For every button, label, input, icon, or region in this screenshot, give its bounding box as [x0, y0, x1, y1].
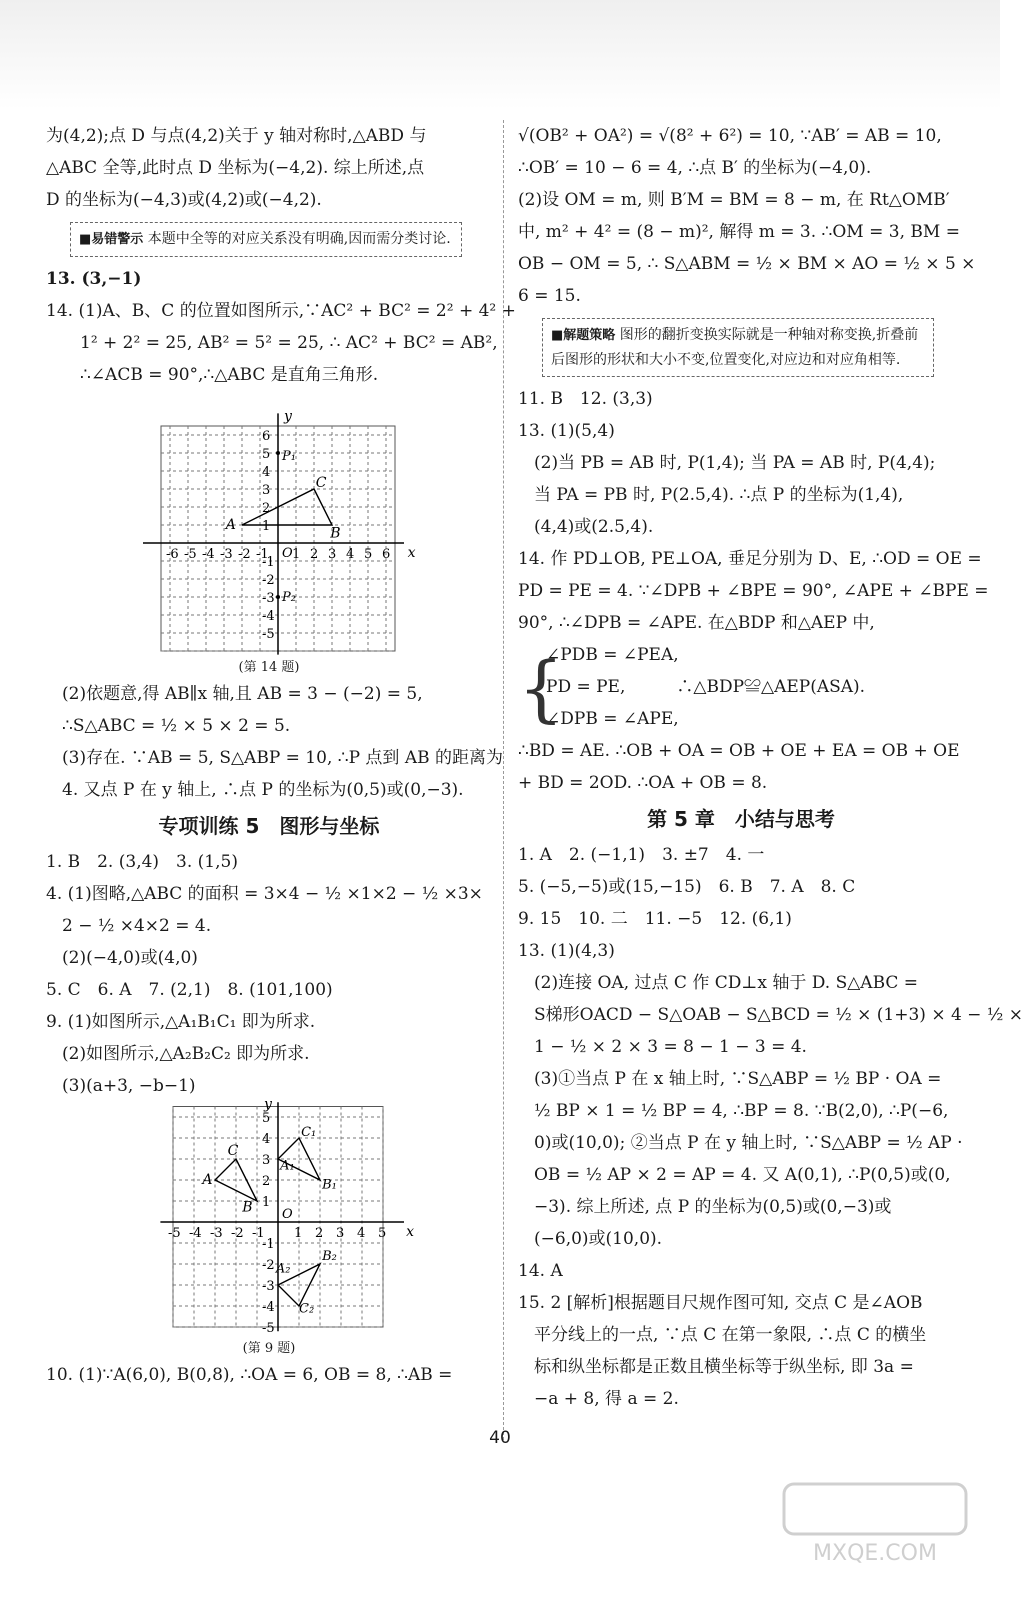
y-tick-label: 3 — [262, 1153, 271, 1168]
text-line: 1 − ½ × 2 × 3 = 8 − 1 − 3 = 4. — [534, 1037, 807, 1057]
point-label: C₁ — [301, 1124, 317, 1140]
text-line: △ABC 全等,此时点 D 坐标为(−4,2). 综上所述,点 — [46, 158, 425, 178]
y-tick-label: 2 — [262, 1174, 271, 1189]
text-line: 5. (−5,−5)或(15,−15) 6. B 7. A 8. C — [518, 877, 856, 897]
text-line: 11. B 12. (3,3) — [518, 389, 653, 409]
x-tick-label: 1 — [292, 547, 301, 562]
x-tick-label: -4 — [189, 1226, 202, 1241]
text-line: 6 = 15. — [518, 286, 581, 306]
point-label: A — [225, 517, 236, 533]
y-tick-label: -4 — [262, 1300, 275, 1315]
condition-line: ∠DPB = ∠APE, — [546, 709, 679, 729]
text-line: (2)依题意,得 AB∥x 轴,且 AB = 3 − (−2) = 5, — [62, 684, 423, 704]
y-tick-label: 5 — [262, 1111, 271, 1126]
x-tick-label: 1 — [294, 1226, 303, 1241]
x-tick-label: -2 — [238, 547, 251, 562]
text-line: PD = PE = 4. ∵∠DPB + ∠BPE = 90°, ∠APE + ∠BPE = — [518, 581, 989, 601]
watermark-logo — [780, 1480, 970, 1570]
page-number: 40 — [489, 1428, 511, 1448]
text-line: (2)连接 OA, 过点 C 作 CD⊥x 轴于 D. S△ABC = — [534, 973, 919, 993]
text-line: (3)存在. ∵AB = 5, S△ABP = 10, ∴P 点到 AB 的距离为 — [62, 748, 503, 768]
figure-9 — [46, 1096, 492, 1359]
text-line: ½ BP × 1 = ½ BP = 4, ∴BP = 8. ∵B(2,0), ∴P(−6, — [534, 1101, 949, 1121]
text-line: 4. 又点 P 在 y 轴上, ∴点 P 的坐标为(0,5)或(0,−3). — [62, 780, 464, 800]
y-tick-label: 1 — [262, 519, 271, 534]
text-line: (3)(a+3, −b−1) — [62, 1076, 196, 1096]
right-column — [518, 120, 1023, 1415]
answer-14-line: 1² + 2² = 25, AB² = 5² = 25, ∴ AC² + BC² = AB², — [80, 333, 498, 353]
section-title: 专项训练 5 图形与坐标 — [158, 814, 380, 838]
strategy-box — [542, 318, 934, 377]
x-tick-label: -3 — [220, 547, 233, 562]
answer-14-line: 14. (1)A、B、C 的位置如图所示,∵AC² + BC² = 2² + 4² + — [46, 301, 516, 321]
text-line: 1. A 2. (−1,1) 3. ±7 4. 一 — [518, 845, 765, 865]
text-line: 9. 15 10. 二 11. −5 12. (6,1) — [518, 909, 792, 929]
text-line: (4,4)或(2.5,4). — [534, 517, 654, 537]
y-tick-label: -4 — [262, 609, 275, 624]
y-tick-label: 1 — [262, 1195, 271, 1210]
text-line: √(OB² + OA²) = √(8² + 6²) = 10, ∵AB′ = AB = 10, — [518, 126, 942, 146]
point-label: A₂ — [275, 1261, 291, 1277]
y-tick-label: 3 — [262, 483, 271, 498]
y-tick-label: 4 — [262, 1132, 271, 1147]
text-line: 15. 2 [解析]根据题目尺规作图可知, 交点 C 是∠AOB — [518, 1293, 923, 1313]
condition-line: ∠PDB = ∠PEA, — [546, 645, 679, 665]
x-tick-label: -1 — [252, 1226, 265, 1241]
x-tick-label: 3 — [328, 547, 337, 562]
text-line: 14. 作 PD⊥OB, PE⊥OA, 垂足分别为 D、E, ∴OD = OE = — [518, 549, 982, 569]
text-line: D 的坐标为(−4,3)或(4,2)或(−4,2). — [46, 190, 322, 210]
y-tick-label: 5 — [262, 447, 271, 462]
x-tick-label: 5 — [364, 547, 373, 562]
y-tick-label: 2 — [262, 501, 271, 516]
point-label: C₂ — [299, 1301, 315, 1317]
point-label: P₁ — [282, 449, 296, 465]
answer-10: 10. (1)∵A(6,0), B(0,8), ∴OA = 6, OB = 8, ∴AB = — [46, 1365, 453, 1385]
text-line: −3). 综上所述, 点 P 的坐标为(0,5)或(0,−3)或 — [534, 1197, 892, 1217]
point-label: C — [227, 1142, 239, 1159]
x-tick-label: 4 — [357, 1226, 366, 1241]
tip-tag: ■解题策略 — [551, 328, 616, 343]
x-tick-label: -1 — [256, 547, 269, 562]
origin-label: O — [282, 546, 293, 561]
x-tick-label: -5 — [168, 1226, 181, 1241]
x-tick-label: 4 — [346, 547, 355, 562]
y-tick-label: 6 — [262, 429, 271, 444]
y-tick-label: -2 — [262, 573, 275, 588]
point-p1 — [276, 451, 280, 455]
y-tick-label: -1 — [262, 555, 275, 570]
text-line: 9. (1)如图所示,△A₁B₁C₁ 即为所求. — [46, 1012, 316, 1032]
text-line: 0)或(10,0); ②当点 P 在 y 轴上时, ∵S△ABP = ½ AP · — [534, 1133, 963, 1153]
y-tick-label: -3 — [262, 1279, 275, 1294]
figure-caption: (第 14 题) — [238, 660, 300, 675]
figure-caption: (第 9 题) — [242, 1341, 296, 1356]
y-tick-label: -2 — [262, 1258, 275, 1273]
text-line: 1. B 2. (3,4) 3. (1,5) — [46, 852, 238, 872]
origin-label: O — [282, 1207, 293, 1222]
point-label: B₂ — [322, 1248, 337, 1264]
text-line: (2)(−4,0)或(4,0) — [62, 948, 198, 968]
page-top-shadow — [0, 0, 1000, 110]
text-line: ∴S△ABC = ½ × 5 × 2 = 5. — [62, 716, 291, 736]
point-label: B₁ — [322, 1177, 337, 1193]
answer-14-line: ∴∠ACB = 90°,∴△ABC 是直角三角形. — [80, 365, 379, 385]
point-label: A₁ — [280, 1158, 295, 1174]
x-tick-label: -5 — [184, 547, 197, 562]
text-line: 为(4,2);点 D 与点(4,2)关于 y 轴对称时,△ABD 与 — [46, 126, 427, 146]
answer-13: 13. (3,−1) — [46, 269, 142, 289]
text-line: (2)设 OM = m, 则 B′M = BM = 8 − m, 在 Rt△OMB′ — [518, 190, 950, 210]
tip-tag: ■易错警示 — [79, 232, 144, 247]
x-tick-label: -4 — [202, 547, 215, 562]
point-label: C — [315, 475, 327, 492]
x-tick-label: 5 — [378, 1226, 387, 1241]
figure-14 — [46, 395, 492, 678]
text-line: 14. A — [518, 1261, 563, 1281]
y-tick-label: -1 — [262, 1237, 275, 1252]
text-line: 13. (1)(5,4) — [518, 421, 615, 441]
chapter-title: 第 5 章 小结与思考 — [647, 807, 835, 831]
proof-system — [518, 639, 964, 735]
point-label: B — [330, 525, 341, 542]
left-brace: { — [518, 646, 564, 730]
x-tick-label: -3 — [210, 1226, 223, 1241]
text-line: + BD = 2OD. ∴OA + OB = 8. — [518, 773, 768, 793]
text-line: OB = ½ AP × 2 = AP = 4. 又 A(0,1), ∴P(0,5)或(0, — [534, 1165, 951, 1185]
x-tick-label: 2 — [315, 1226, 324, 1241]
text-line: 平分线上的一点, ∵点 C 在第一象限, ∴点 C 的横坐 — [534, 1325, 927, 1345]
left-column — [46, 120, 516, 1391]
tip-text: 本题中全等的对应关系没有明确,因而需分类讨论. — [147, 231, 451, 247]
error-warning-box — [70, 222, 462, 257]
y-tick-label: 4 — [262, 465, 271, 480]
text-line: −a + 8, 得 a = 2. — [534, 1389, 679, 1409]
text-line: (3)①当点 P 在 x 轴上时, ∵S△ABP = ½ BP · OA = — [534, 1069, 942, 1089]
x-tick-label: 3 — [336, 1226, 345, 1241]
svg-text:MXQE.COM: MXQE.COM — [813, 1541, 937, 1566]
text-line: ∴BD = AE. ∴OB + OA = OB + OE + EA = OB + OE — [518, 741, 960, 761]
y-axis-label: y — [284, 408, 292, 425]
text-line: ∴OB′ = 10 − 6 = 4, ∴点 B′ 的坐标为(−4,0). — [518, 158, 872, 178]
text-line: 标和纵坐标都是正数且横坐标等于纵坐标, 即 3a = — [534, 1357, 914, 1377]
condition-line: PD = PE, ∴△BDP≌△AEP(ASA). — [546, 677, 866, 697]
text-line: OB − OM = 5, ∴ S△ABM = ½ × BM × AO = ½ × 5 × — [518, 254, 976, 274]
x-tick-label: -6 — [166, 547, 179, 562]
tip-text: 图形的翻折变换实际就是一种轴对称变换,折叠前后图形的形状和大小不变,位置变化,对应边和对应角相等. — [551, 327, 919, 368]
text-line: 5. C 6. A 7. (2,1) 8. (101,100) — [46, 980, 333, 1000]
text-line: S梯形OACD − S△OAB − S△BCD = ½ × (1+3) × 4 − ½ × — [534, 1005, 1023, 1025]
y-tick-label: -5 — [262, 627, 275, 642]
point-label: A — [202, 1172, 213, 1188]
text-line: 2 − ½ ×4×2 = 4. — [62, 916, 212, 936]
x-axis-label: x — [407, 545, 416, 561]
text-line: 4. (1)图略,△ABC 的面积 = 3×4 − ½ ×1×2 − ½ ×3× — [46, 884, 483, 904]
text-line: (2)如图所示,△A₂B₂C₂ 即为所求. — [62, 1044, 310, 1064]
text-line: (−6,0)或(10,0). — [534, 1229, 663, 1249]
x-tick-label: 6 — [382, 547, 391, 562]
coordinate-grid-9 — [46, 1096, 492, 1336]
text-line: (2)当 PB = AB 时, P(1,4); 当 PA = AB 时, P(4,4); — [534, 453, 936, 473]
point-label: B — [242, 1199, 253, 1216]
y-tick-label: -3 — [262, 591, 275, 606]
coordinate-grid-14 — [46, 395, 492, 653]
text-line: 90°, ∴∠DPB = ∠APE. 在△BDP 和△AEP 中, — [518, 613, 875, 633]
text-line: 13. (1)(4,3) — [518, 941, 615, 961]
point-label: P₂ — [282, 590, 296, 605]
x-tick-label: 2 — [310, 547, 319, 562]
point-p2 — [276, 595, 280, 599]
text-line: 中, m² + 4² = (8 − m)², 解得 m = 3. ∴OM = 3, BM = — [518, 222, 960, 242]
y-axis-label: y — [264, 1096, 272, 1113]
x-axis-label: x — [406, 1224, 415, 1240]
text-line: 当 PA = PB 时, P(2.5,4). ∴点 P 的坐标为(1,4), — [534, 485, 904, 505]
x-tick-label: -2 — [231, 1226, 244, 1241]
y-tick-label: -5 — [262, 1321, 275, 1336]
